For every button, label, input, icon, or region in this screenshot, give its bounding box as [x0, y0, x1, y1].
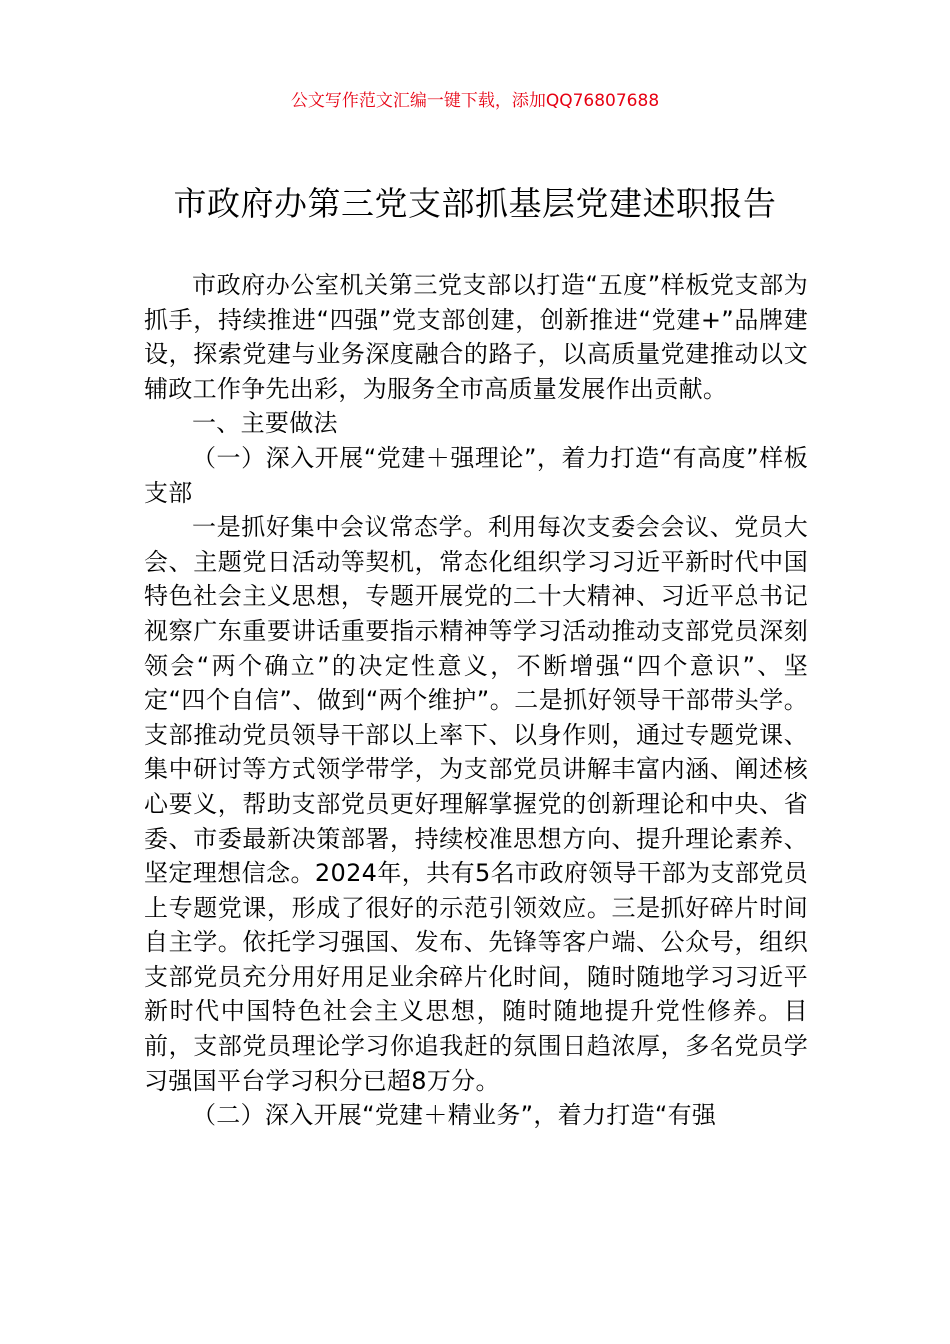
header-download-note: 公文写作范文汇编一键下载，添加QQ76807688 [290, 91, 660, 111]
intro-paragraph: 市政府办公室机关第三党支部以打造“五度”样板党支部为抓手，持续推进“四强”党支部创建，创新推进“党建+”品牌建设，探索党建与业务深度融合的路子，以高质量党建推动以文辅政工作争先出彩，为服务全市高质量发展作出贡献。 [144, 271, 808, 403]
subsection-heading-2: （二）深入开展“党建＋精业务”，着力打造“有强 [192, 1101, 717, 1130]
subsection-heading-1: （一）深入开展“党建＋强理论”，着力打造“有高度”样板支部 [144, 443, 808, 507]
section-heading-main-practices: 一、主要做法 [192, 409, 338, 438]
body-paragraph: 一是抓好集中会议常态学。利用每次支委会会议、党员大会、主题党日活动等契机，常态化组织学习习近平新时代中国特色社会主义思想，专题开展党的二十大精神、习近平总书记视察广东重要讲话重要指示精神等学习活动推动支部党员深刻领会“两个确立”的决定性意义，不断增强“四个意识”、坚定“四个自信”、做到“两个维护”。二是抓好领导干部带头学。支部推动党员领导干部以上率下、以身作则，通过专题党课、集中研讨等方式领学带学，为支部党员讲解丰富内涵、阐述核心要义，帮助支部党员更好理解掌握党的创新理论和中央、省委、市委最新决策部署，持续校准思想方向、提升理论素养、坚定理想信念。2024年，共有5名市政府领导干部为支部党员上专题党课，形成了很好的示范引领效应。三是抓好碎片时间自主学。依托学习强国、发布、先锋等客户端、公众号，组织支部党员充分用好用足业余碎片化时间，随时随地学习习近平新时代中国特色社会主义思想，随时随地提升党性修养。目前，支部党员理论学习你追我赶的氛围日趋浓厚，多名党员学习强国平台学习积分已超8万分。 [144, 513, 808, 1095]
document-body [144, 268, 808, 1133]
document-title: 市政府办第三党支部抓基层党建述职报告 [173, 184, 777, 223]
